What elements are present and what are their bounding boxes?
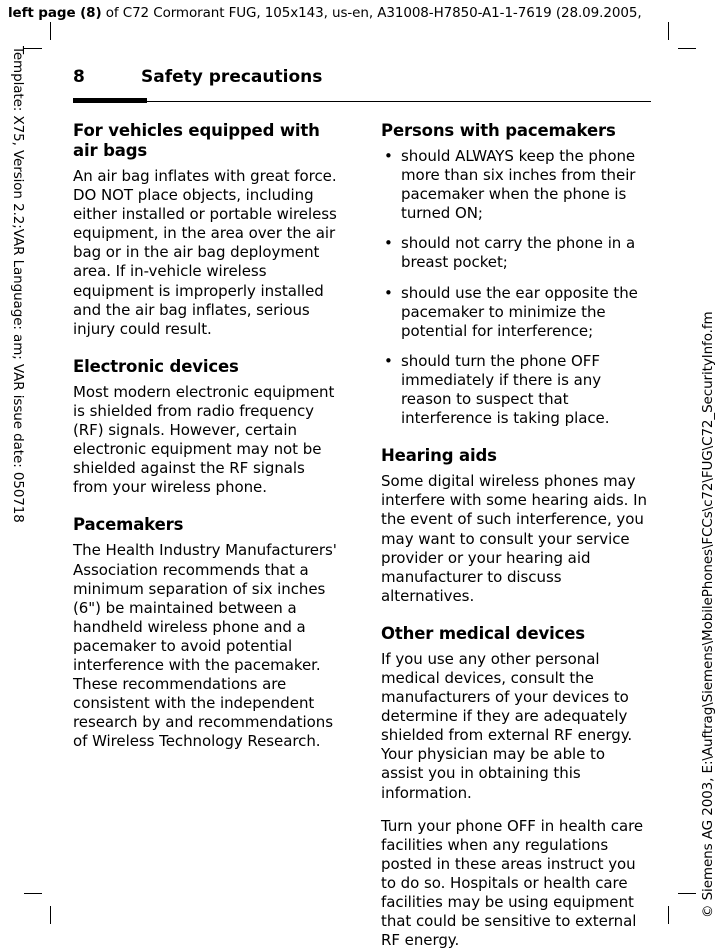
list-item (381, 234, 651, 272)
imposition-slug-top (8, 5, 642, 21)
list-item-text: should ALWAYS keep the phone more than six inches from their pacemaker when the phone is turned ON; (401, 147, 636, 223)
section-paragraph-air-bags: An air bag inflates with great force. DO NOT place objects, including either installed or portable wireless equipment, in the area over the air bag or in the air bag deployment area. If in-vehicle wireless equipment is improperly installed and the air bag inflates, serious injury could result. (73, 167, 337, 338)
list-item (381, 147, 651, 223)
crop-mark-bottom-left-horizontal (24, 893, 42, 894)
section-paragraph-pacemakers: The Health Industry Manufacturers' Association recommends that a minimum separation of six inches (6") be maintained between a handheld wireless phone and a pacemaker to avoid potential interference with the pacemaker. These recommendations are consistent with the independent research by and recommendations of Wireless Technology Research. (73, 541, 337, 751)
bullet-icon: • (384, 147, 393, 165)
section-heading-air-bags: For vehicles equipped with air bags (73, 121, 320, 160)
chapter-title: Safety precautions (141, 67, 323, 87)
slug-top-page-label: left page (8) (8, 5, 102, 21)
crop-mark-top-right-vertical (668, 22, 669, 40)
header-rule (73, 98, 651, 103)
list-item (381, 352, 651, 428)
section-paragraph-other-medical-devices-2: Turn your phone OFF in health care facilities when any regulations posted in these areas instruct you to do so. Hospitals or health care facilities may be using equipment that could be sensitive to external RF energy. (381, 816, 644, 950)
persons-with-pacemakers-list (381, 147, 651, 428)
section-paragraph-hearing-aids: Some digital wireless phones may interfere with some hearing aids. In the event of such interference, you may want to consult your service provider or your hearing aid manufacturer to discuss alternatives. (381, 472, 647, 605)
section-heading-other-medical-devices: Other medical devices (381, 623, 585, 643)
list-item-text: should not carry the phone in a breast pocket; (401, 234, 636, 272)
bullet-icon: • (384, 234, 393, 253)
section-heading-electronic-devices: Electronic devices (73, 356, 239, 376)
right-column (381, 121, 651, 950)
crop-mark-top-right-horizontal (678, 48, 696, 49)
manual-page (73, 66, 651, 950)
list-item (381, 284, 651, 341)
crop-mark-bottom-right-vertical (668, 906, 669, 924)
bullet-icon: • (384, 351, 393, 370)
section-paragraph-other-medical-devices-1: If you use any other personal medical devices, consult the manufacturers of your devices to determine if they are adequately shielded from external RF energy. Your physician may be able to assist you in obtaining this information. (381, 649, 633, 802)
imposition-slug-right: © Siemens AG 2003, E:\Auftrag\Siemens\MobilePhones\FCCs\c72\FUG\C72_SecurityInfo.fm (700, 311, 716, 918)
section-paragraph-electronic-devices: Most modern electronic equipment is shielded from radio frequency (RF) signals. However, certain electronic equipment may not be shielded against the RF signals from your wireless phone. (73, 382, 335, 497)
two-column-body (73, 121, 651, 950)
section-heading-hearing-aids: Hearing aids (381, 446, 497, 466)
header-rule-thick (73, 98, 147, 103)
page-number: 8 (73, 67, 85, 87)
header-rule-thin (73, 101, 651, 102)
crop-mark-bottom-right-horizontal (678, 893, 696, 894)
slug-top-document-info: of C72 Cormorant FUG, 105x143, us-en, A31008-H7850-A1-1-7619 (28.09.2005, (101, 5, 642, 21)
section-heading-persons-with-pacemakers: Persons with pacemakers (381, 121, 616, 140)
crop-mark-bottom-left-vertical (50, 906, 51, 924)
list-item-text: should turn the phone OFF immediately if there is any reason to suspect that interference is taking place. (401, 351, 610, 428)
imposition-slug-left: Template: X75, Version 2.2;VAR Language: am; VAR issue date: 050718 (10, 46, 26, 523)
bullet-icon: • (384, 283, 393, 302)
crop-mark-top-left-horizontal (24, 48, 42, 49)
crop-mark-top-left-vertical (50, 22, 51, 40)
section-heading-pacemakers: Pacemakers (73, 515, 184, 535)
page-header (73, 66, 651, 96)
left-column (73, 121, 343, 950)
list-item-text: should use the ear opposite the pacemaker to minimize the potential for interference; (401, 283, 638, 340)
